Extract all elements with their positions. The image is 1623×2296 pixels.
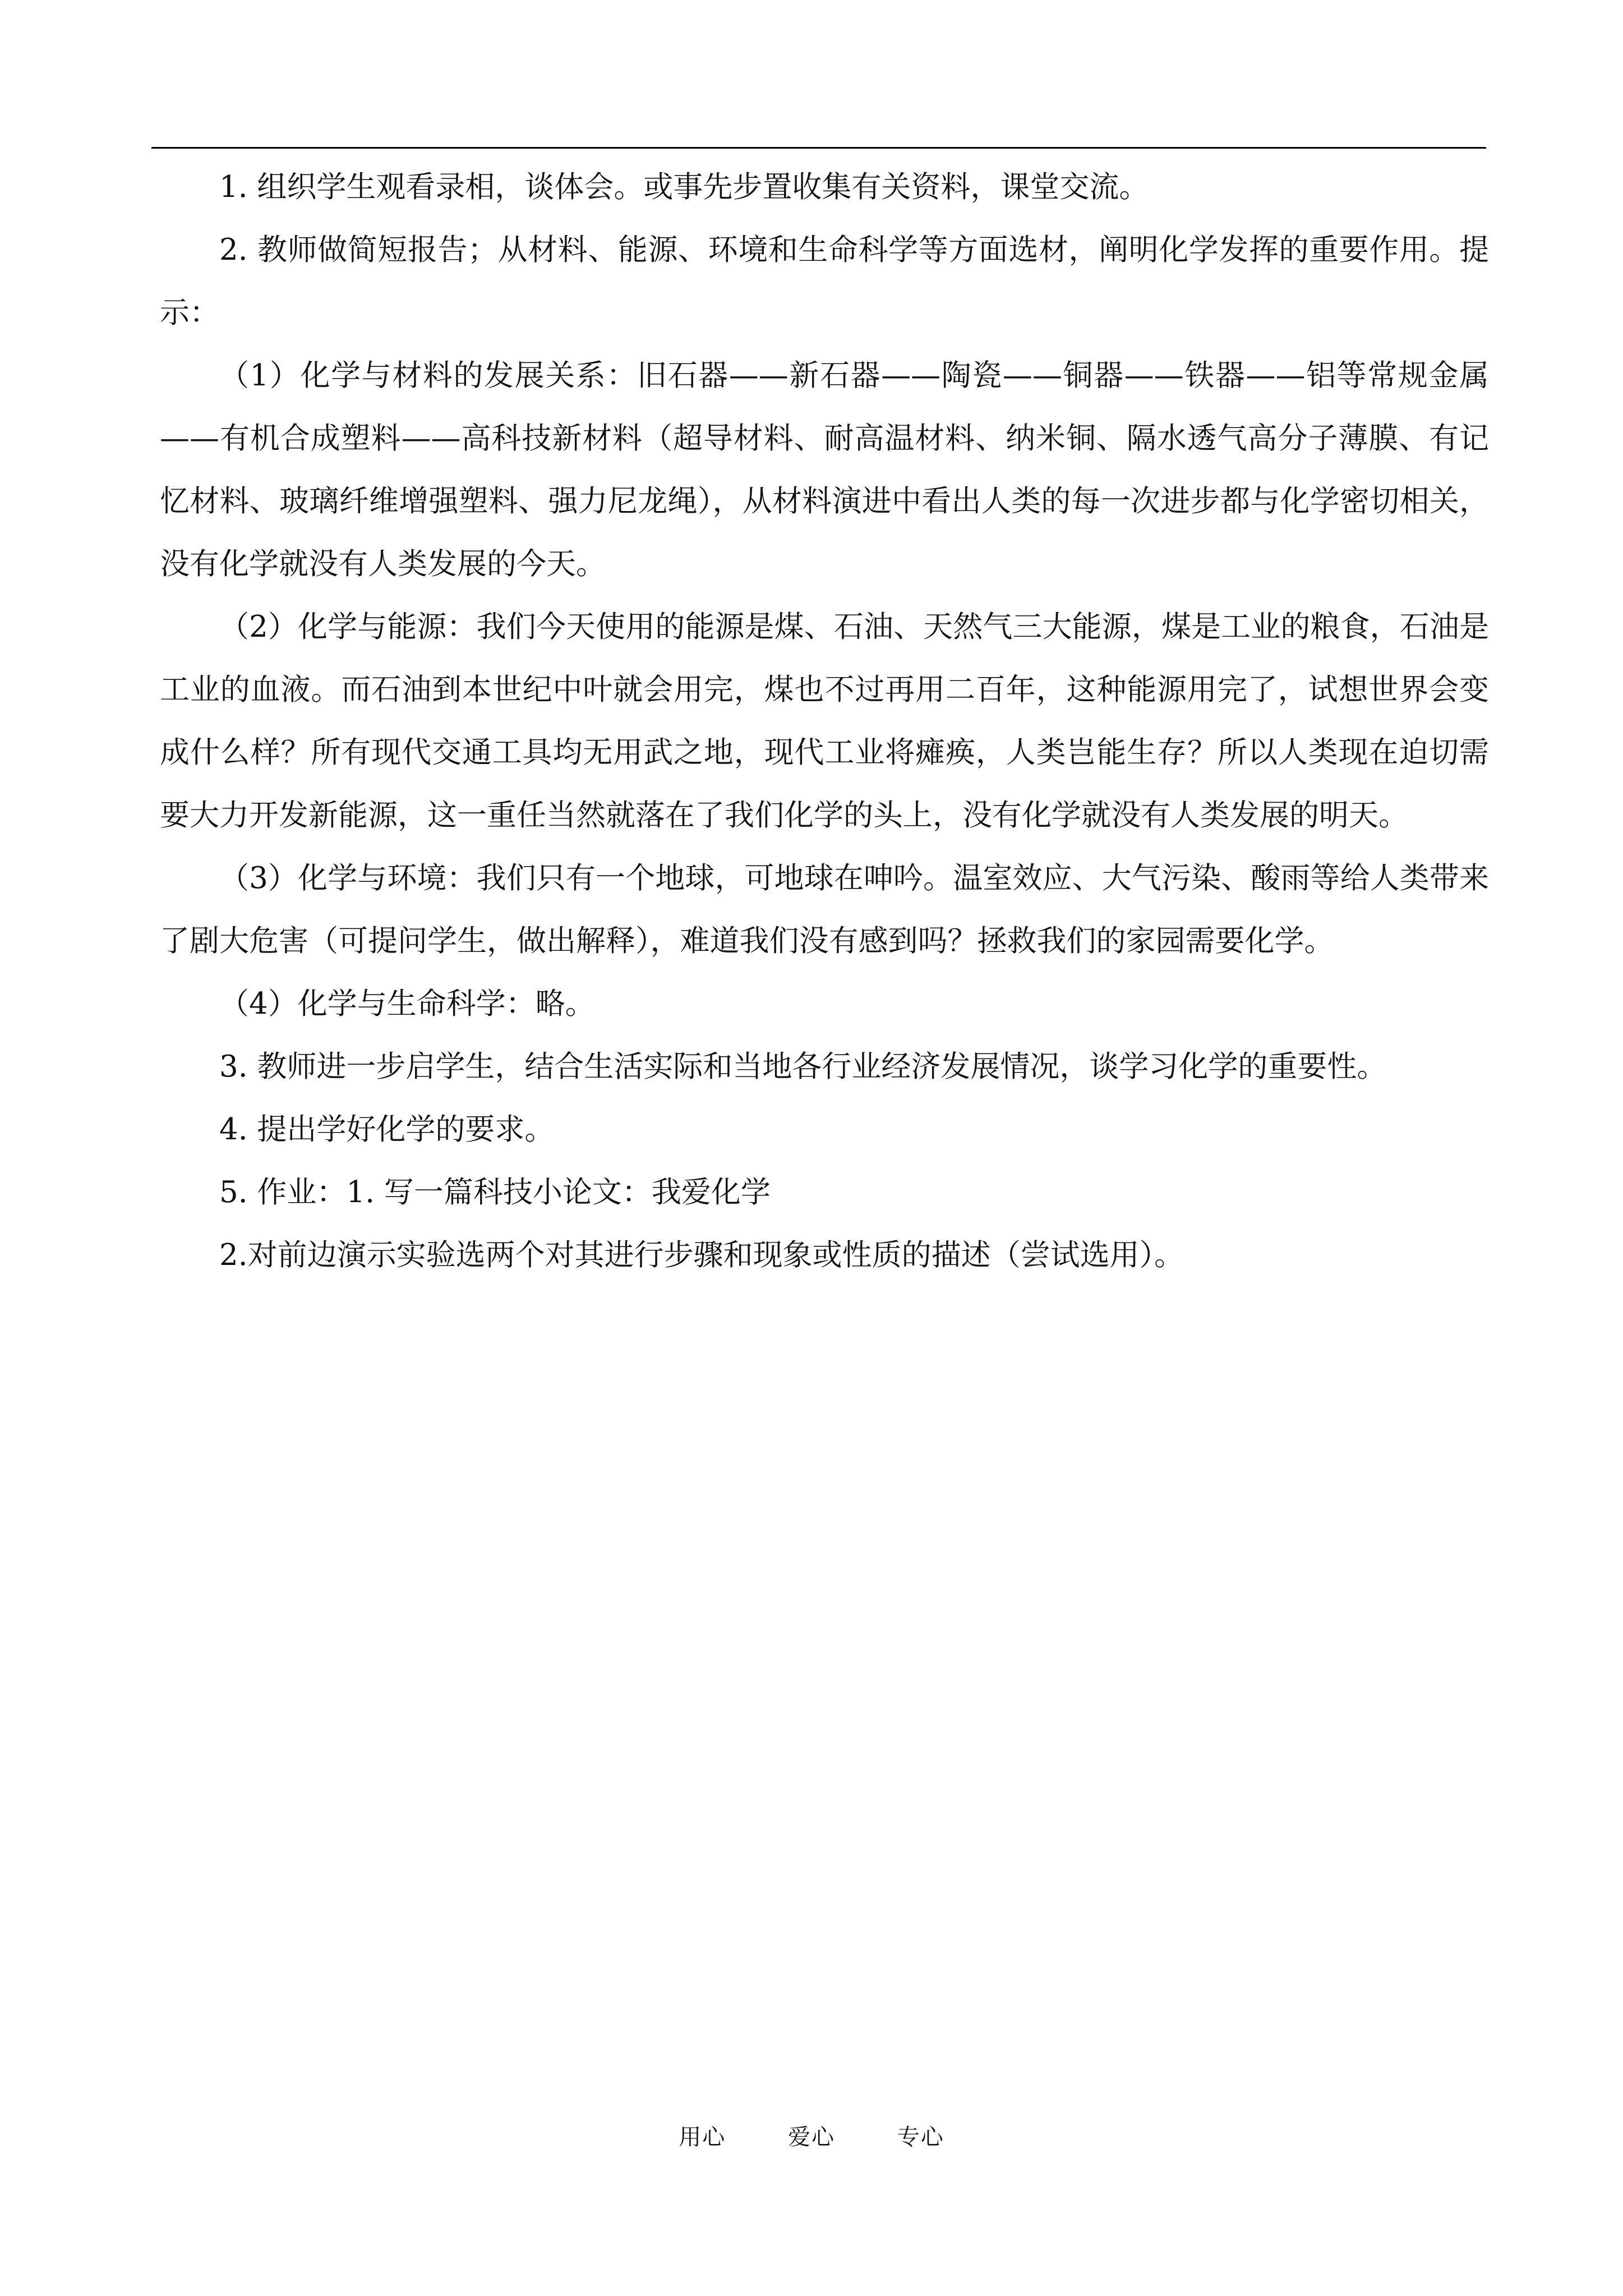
footer-item: 专心: [897, 2124, 944, 2150]
paragraph-3: 3. 教师进一步启学生，结合生活实际和当地各行业经济发展情况，谈学习化学的重要性。: [219, 1050, 1387, 1084]
header-rule: [151, 147, 1486, 149]
paragraph-materials: （1）化学与材料的发展关系：旧石器——新石器——陶瓷——铜器——铁器——铝等常规金属——有机合成塑料——高科技新材料（超导材料、耐高温材料、纳米铜、隔水透气高分子薄膜、有记忆材料、玻璃纤维增强塑料、强力尼龙绳），从材料演进中看出人类的每一次进步都与化学密切相关，没有化学就没有人类发展的今天。: [160, 358, 1489, 581]
paragraph-2: 2. 教师做简短报告；从材料、能源、环境和生命科学等方面选材，阐明化学发挥的重要作用。提示：: [160, 233, 1489, 330]
paragraph-energy: （2）化学与能源：我们今天使用的能源是煤、石油、天然气三大能源，煤是工业的粮食，石油是工业的血液。而石油到本世纪中叶就会用完，煤也不过再用二百年，这种能源用完了，试想世界会变成什么样？所有现代交通工具均无用武之地，现代工业将瘫痪，人类岂能生存？所以人类现在迫切需要大力开发新能源，这一重任当然就落在了我们化学的头上，没有化学就没有人类发展的明天。: [160, 610, 1489, 832]
paragraph-5-homework: 5. 作业：1. 写一篇科技小论文：我爱化学: [219, 1175, 771, 1209]
footer-item: 爱心: [788, 2124, 835, 2150]
page-footer: [0, 2119, 1623, 2151]
paragraph-homework-2: 2.对前边演示实验选两个对其进行步骤和现象或性质的描述（尝试选用）。: [219, 1238, 1184, 1272]
paragraph-life-science: （4）化学与生命科学：略。: [219, 987, 595, 1021]
document-body: [160, 156, 1489, 1287]
footer-item: 用心: [679, 2124, 726, 2150]
paragraph-environment: （3）化学与环境：我们只有一个地球，可地球在呻吟。温室效应、大气污染、酸雨等给人类带来了剧大危害（可提问学生，做出解释），难道我们没有感到吗？拯救我们的家园需要化学。: [160, 861, 1489, 958]
paragraph-1: 1. 组织学生观看录相，谈体会。或事先步置收集有关资料，课堂交流。: [219, 170, 1149, 204]
paragraph-4: 4. 提出学好化学的要求。: [219, 1112, 555, 1147]
